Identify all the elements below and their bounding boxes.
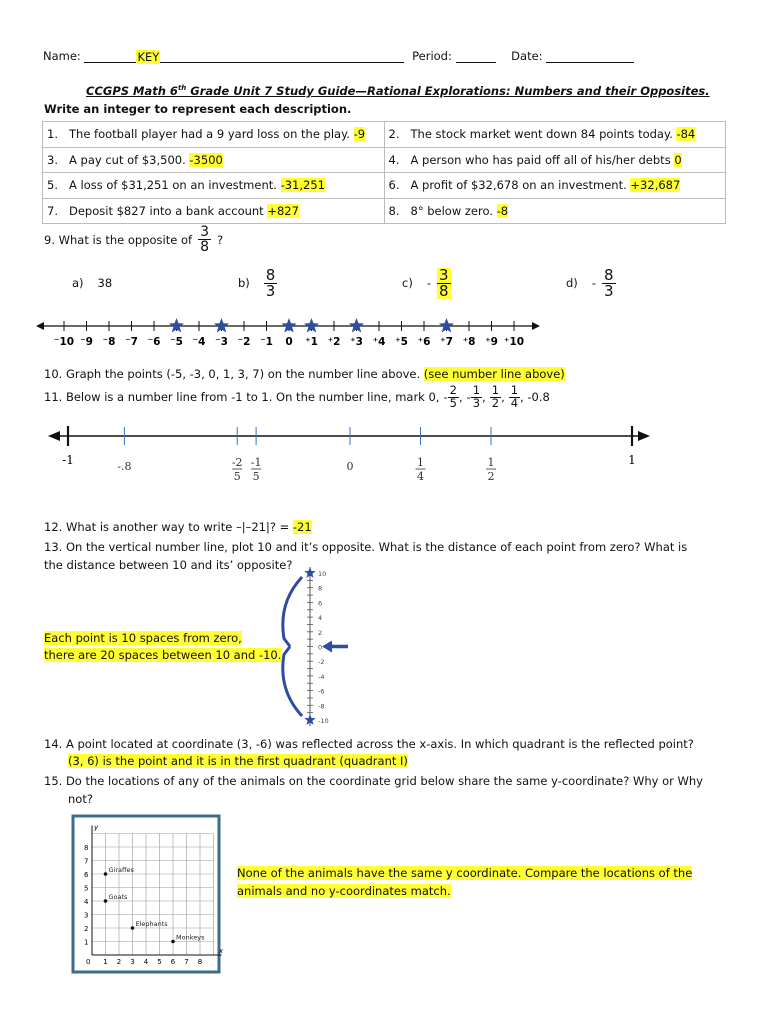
frac-sign: - [443,390,448,404]
question-number: 4. [388,152,400,167]
tick-label: ⁻1 [260,336,273,348]
option-label: b) [238,276,250,290]
vertical-number-line [270,560,360,730]
q15-answer-line2: animals and no y-coordinates match. [237,884,451,898]
table-row [43,173,726,199]
mark-frac-den: 2 [487,470,495,483]
tick-label: ⁻5 [170,336,183,348]
tick-label: ⁺2 [327,336,341,348]
tick-label: ⁺3 [350,336,363,348]
option-fraction [437,265,451,300]
option-den: 3 [603,281,614,300]
question-text: A loss of $31,251 on an investment. [69,178,277,193]
q11-fraction-item [443,385,462,409]
comma: , [458,390,463,404]
option-fraction [264,265,278,300]
animal-label: Elephants [135,920,168,928]
question-answer: -3500 [189,152,223,167]
animal-label: Goats [108,893,128,901]
q9-fraction [198,225,211,254]
y-tick-label: 4 [84,898,89,906]
animal-point [104,872,108,876]
tick-label: ⁺10 [503,336,525,348]
option-den: 3 [265,281,276,300]
q11-fraction [448,385,459,409]
frac-num: 2 [449,383,457,397]
q9-frac-den: 8 [200,239,209,255]
tick-label: -4 [318,672,325,681]
option-num: 3 [438,265,449,284]
tick-label: ⁻2 [237,336,251,348]
question-text: The football player had a 9 yard loss on the play. [69,127,350,142]
instruction: Write an integer to represent each description. [44,102,352,116]
x-axis-label: x [218,947,224,955]
arrow-left-icon [322,641,332,653]
y-tick-label: 2 [84,925,89,933]
tick-label: ⁺8 [462,336,476,348]
q12 [44,520,312,534]
q11-fraction [471,385,482,409]
animal-point [104,899,108,903]
x-tick-label: 4 [143,958,149,966]
question-answer: -9 [353,127,366,142]
option-value: 38 [97,276,113,290]
question-cell [384,173,726,199]
title-sup: th [177,84,187,93]
tick-label: 0 [318,643,323,652]
question-answer: 0 [674,152,682,167]
tick-label: ⁻3 [215,336,228,348]
frac-den: 4 [510,395,519,410]
question-number: 5. [47,178,58,193]
tick-label: ⁺6 [417,336,431,348]
x-tick-label: 2 [116,958,122,966]
option-label: c) [402,276,413,290]
q9-option [238,264,277,302]
q9-suffix: ? [216,232,224,247]
q11-text: 11. Below is a number line from -1 to 1. On the number line, mark 0, [44,390,440,404]
tick-label: ⁻6 [147,336,161,348]
question-number: 1. [47,127,58,142]
option-num: 8 [603,265,614,284]
arrow-right-icon [532,322,540,330]
question-answer: -84 [676,127,696,142]
x-tick-label: 8 [197,958,203,966]
y-tick-label: 6 [84,871,89,879]
q9-option [72,264,112,302]
title-part-a: CCGPS Math 6 [86,84,178,98]
tick-label: ⁺4 [372,336,386,348]
frac-den: 2 [491,395,500,410]
q15-answer-line1: None of the animals have the same y coordinate. Compare the locations of the [237,866,693,880]
tick-label: 0 [285,336,293,348]
q10 [44,367,565,381]
q13-text-line1: 13. On the vertical number line, plot 10 and it’s opposite. What is the distance of each point from zero? What is [44,540,688,554]
q11-suffix: , -0.8 [520,390,550,404]
question-text: A pay cut of $3,500. [69,152,186,167]
y-tick-label: 3 [84,911,89,920]
tick-label: ⁺9 [485,336,498,348]
q10-answer: (see number line above) [423,367,565,381]
table-row [43,198,726,224]
arrow-left-icon [36,322,44,330]
question-answer: +827 [267,203,299,218]
mark-frac-num: -1 [250,456,262,469]
animal-point [171,940,175,944]
frac-num: 1 [472,383,481,397]
arrow-right-icon [638,431,650,441]
comma: , [482,390,486,404]
q14-answer: (3, 6) is the point and it is in the first quadrant (quadrant I) [68,754,408,768]
mark-frac-den: 5 [233,470,241,483]
tick-label: ⁺7 [440,336,453,348]
option-den: 8 [438,281,449,300]
q13-text-line2: the distance between 10 and its’ opposite? [44,558,293,572]
mark-label: 0 [346,460,354,473]
q13-answer-line2: there are 20 spaces between 10 and -10. [44,648,282,662]
mark-label: -.8 [117,460,132,473]
tick-label: -8 [318,702,325,711]
question-cell [43,173,385,199]
q11-fraction-item [490,385,505,409]
x-tick-label: 3 [130,958,135,966]
tick-label: 10 [318,570,327,578]
q13-answer-line1: Each point is 10 spaces from zero, [44,631,242,645]
tick-label: ⁺1 [305,336,318,348]
mark-frac-den: 5 [252,470,260,483]
question-text: A person who has paid off all of his/her debts [410,152,671,167]
tick-label: -2 [318,658,325,667]
question-number: 8. [388,203,400,218]
animal-point [131,926,135,930]
question-answer: +32,687 [630,178,681,193]
frac-den: 5 [449,395,457,410]
tick-label: ⁻7 [125,336,138,348]
q14-text: 14. A point located at coordinate (3, -6) was reflected across the x-axis. In which quadrant is the reflected point? [44,737,694,751]
tick-label: ⁺5 [395,336,408,348]
q12-text: 12. What is another way to write –|–21|? = [44,520,290,534]
option-num: 8 [265,265,276,284]
question-cell [43,122,385,148]
x-tick-label: 0 [86,958,91,966]
name-value: KEY [137,50,160,64]
brace-lower [283,647,302,717]
question-cell [43,198,385,224]
question-text: 8° below zero. [410,203,493,218]
end-label-left: -1 [62,453,74,467]
period-field[interactable] [456,50,496,63]
q9-option [402,264,451,302]
x-tick-label: 5 [157,958,162,966]
frac-num: 1 [510,383,519,397]
comma: , [501,390,505,404]
q9-frac-num: 3 [200,224,209,240]
q11-fraction [509,385,520,409]
question-cell [43,147,385,173]
coordinate-grid [72,815,224,973]
y-tick-label: 5 [84,884,89,893]
date-field[interactable] [546,50,634,63]
arrow-left-icon [48,431,60,441]
q9-prompt [44,225,223,254]
q11-fraction [490,385,501,409]
animal-label: Giraffes [108,866,134,874]
tick-label: 8 [318,584,323,593]
option-label: d) [566,276,578,290]
end-label-right: 1 [628,453,636,467]
q10-text: 10. Graph the points (-5, -3, 0, 1, 3, 7) on the number line above. [44,367,421,381]
option-sign: - [426,276,431,290]
q15-text-line2: not? [68,792,93,806]
tick-label: -10 [318,717,329,725]
option-label: a) [72,276,84,290]
date-label: Date: [511,49,543,63]
question-answer: -31,251 [280,178,325,193]
mark-frac-den: 4 [417,470,424,483]
q15-text-line1: 15. Do the locations of any of the animals on the coordinate grid below share the same y-coordinate? Why or Why [44,774,703,788]
q11-fraction-item [467,385,486,409]
header [43,49,634,63]
x-tick-label: 1 [103,958,108,966]
option-fraction [602,265,616,300]
tick-label: 6 [318,599,323,608]
frac-sign: - [466,390,471,404]
question-number: 6. [388,178,400,193]
frac-num: 1 [491,383,500,397]
question-number: 7. [47,203,58,218]
y-tick-label: 7 [84,857,89,866]
number-line-1 [36,312,546,352]
question-number: 2. [388,127,400,142]
tick-label: -6 [318,687,325,696]
title-part-b: Grade Unit 7 Study Guide—Rational Explorations: Numbers and their Opposites. [186,84,710,98]
y-tick-label: 8 [84,844,89,852]
q12-answer: -21 [292,520,312,534]
table-row [43,122,726,148]
name-label: Name: [43,49,81,63]
tick-label: 2 [318,628,323,637]
question-number: 3. [47,152,58,167]
number-line-2 [40,418,660,498]
q11 [44,385,550,409]
page-title [86,84,710,98]
tick-label: ⁻9 [80,336,93,348]
q13-answer [44,630,281,664]
q11-fraction-item [509,385,520,409]
tick-label: 4 [318,614,323,623]
y-tick-label: 1 [84,938,89,947]
mark-frac-num: 1 [487,456,495,469]
tick-label: ⁻4 [192,336,206,348]
question-cell [384,198,726,224]
question-text: A profit of $32,678 on an investment. [410,178,627,193]
x-tick-label: 7 [184,958,189,966]
question-text: The stock market went down 84 points today. [410,127,673,142]
option-sign: - [591,276,596,290]
tick-label: ⁻8 [102,336,116,348]
frac-den: 3 [472,395,481,410]
name-field[interactable] [84,50,404,63]
q9-text: 9. What is the opposite of [44,232,193,247]
question-cell [384,147,726,173]
questions-table [42,121,726,224]
q9-option [566,264,616,302]
brace-upper [283,577,302,647]
animal-label: Monkeys [176,933,205,942]
x-tick-label: 6 [170,958,176,966]
q14 [44,737,694,768]
mark-frac-num: -2 [231,456,243,469]
period-label: Period: [412,49,452,63]
y-axis-label: y [94,823,99,832]
table-row [43,147,726,173]
question-cell [384,122,726,148]
question-answer: -8 [496,203,509,218]
question-text: Deposit $827 into a bank account [69,203,264,218]
tick-label: ⁻10 [53,336,75,348]
q15-answer [237,864,692,900]
mark-frac-num: 1 [417,456,424,469]
